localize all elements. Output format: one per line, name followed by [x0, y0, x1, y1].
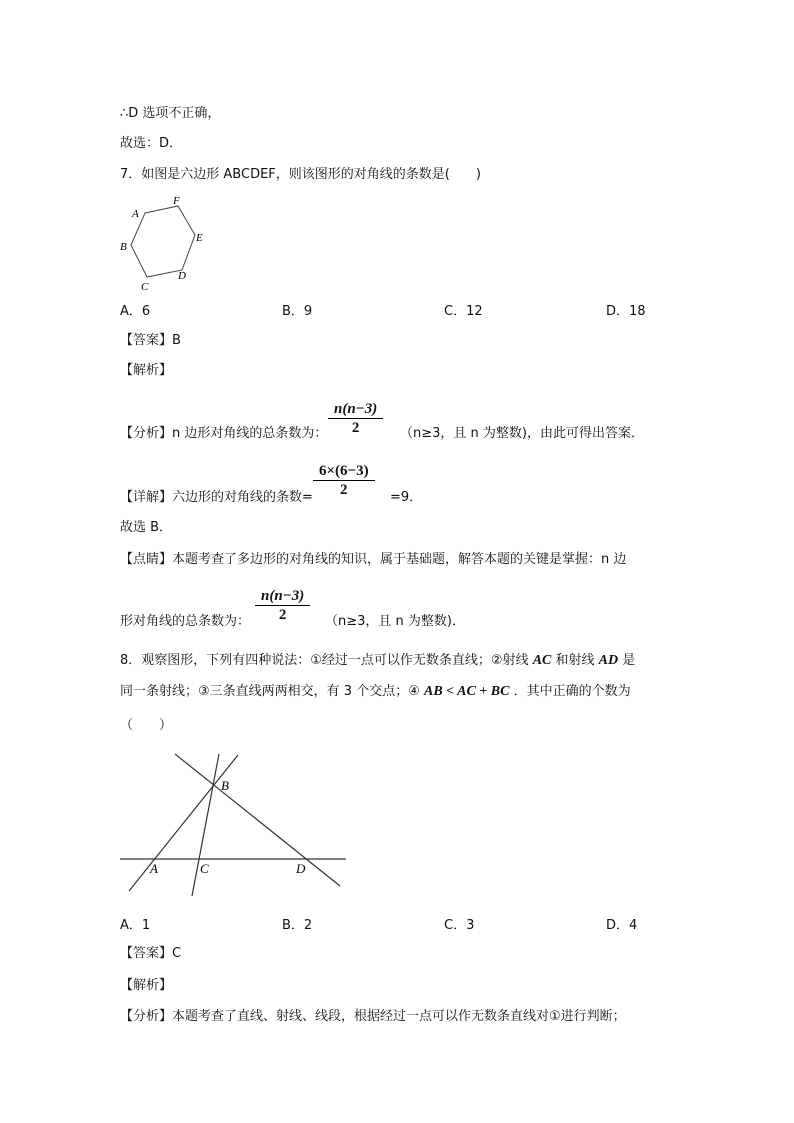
text-line: 故选 B． [120, 520, 173, 535]
remark-text: 【点睛】本题考查了多边形的对角线的知识，属于基础题，解答本题的关键是掌握：n 边 [120, 552, 627, 567]
hexagon-figure [0, 0, 794, 300]
vertex-label: B [120, 241, 127, 253]
vertex-label: C [141, 281, 149, 293]
option-d: D．4 [606, 918, 638, 933]
question-8-stem: 8．观察图形，下列有四种说法：①经过一点可以作无数条直线；②射线 AC 和射线 AD 是 [120, 653, 636, 668]
vertex-label: E [196, 232, 203, 244]
option-c: C．3 [444, 918, 475, 933]
answer: 【答案】C [120, 946, 182, 961]
analysis-text: 【分析】n 边形对角线的总条数为： [120, 426, 328, 441]
formula-fraction: $\frac{n(n-3)}{2}$ [255, 587, 310, 624]
option-a: A．1 [120, 918, 151, 933]
point-label: B [221, 778, 229, 793]
option-b: B．9 [282, 304, 313, 319]
question-7-stem: 7．如图是六边形 ABCDEF，则该图形的对角线的条数是( ) [120, 167, 481, 182]
option-d: D．18 [606, 304, 646, 319]
analysis-text: 【分析】本题考查了直线、射线、线段，根据经过一点可以作无数条直线对①进行判断； [120, 1009, 626, 1024]
analysis-text: （n≥3，且 n 为整数)，由此可得出答案． [400, 426, 644, 441]
detail-text: =9． [390, 490, 423, 505]
vertex-label: F [173, 195, 180, 207]
analysis-title: 【解析】 [120, 978, 173, 993]
point-label: C [200, 861, 209, 876]
question-8-stem: 同一条射线；③三条直线两两相交，有 3 个交点；④ AB < AC + BC ．其中正确的个数为 [120, 684, 631, 699]
text-line: 故选：D． [120, 136, 183, 151]
formula-fraction: $\frac{6\times(6-3)}{2}$ [313, 462, 375, 499]
vertex-label: D [178, 270, 186, 282]
option-a: A．6 [120, 304, 151, 319]
text-line: ∴D 选项不正确， [120, 106, 221, 121]
point-label: A [150, 861, 158, 876]
answer: 【答案】B [120, 333, 181, 348]
remark-text: 形对角线的总条数为： [120, 614, 251, 629]
lines-figure [0, 740, 794, 910]
vertex-label: A [132, 208, 139, 220]
question-8-stem: （ ） [120, 718, 173, 733]
option-b: B．2 [282, 918, 313, 933]
detail-text: 【详解】六边形的对角线的条数= [120, 490, 313, 505]
option-c: C．12 [444, 304, 483, 319]
formula-fraction: $\frac{n(n-3)}{2}$ [328, 400, 383, 437]
analysis-title: 【解析】 [120, 363, 173, 378]
point-label: D [296, 861, 306, 876]
remark-text: （n≥3，且 n 为整数)． [325, 614, 465, 629]
